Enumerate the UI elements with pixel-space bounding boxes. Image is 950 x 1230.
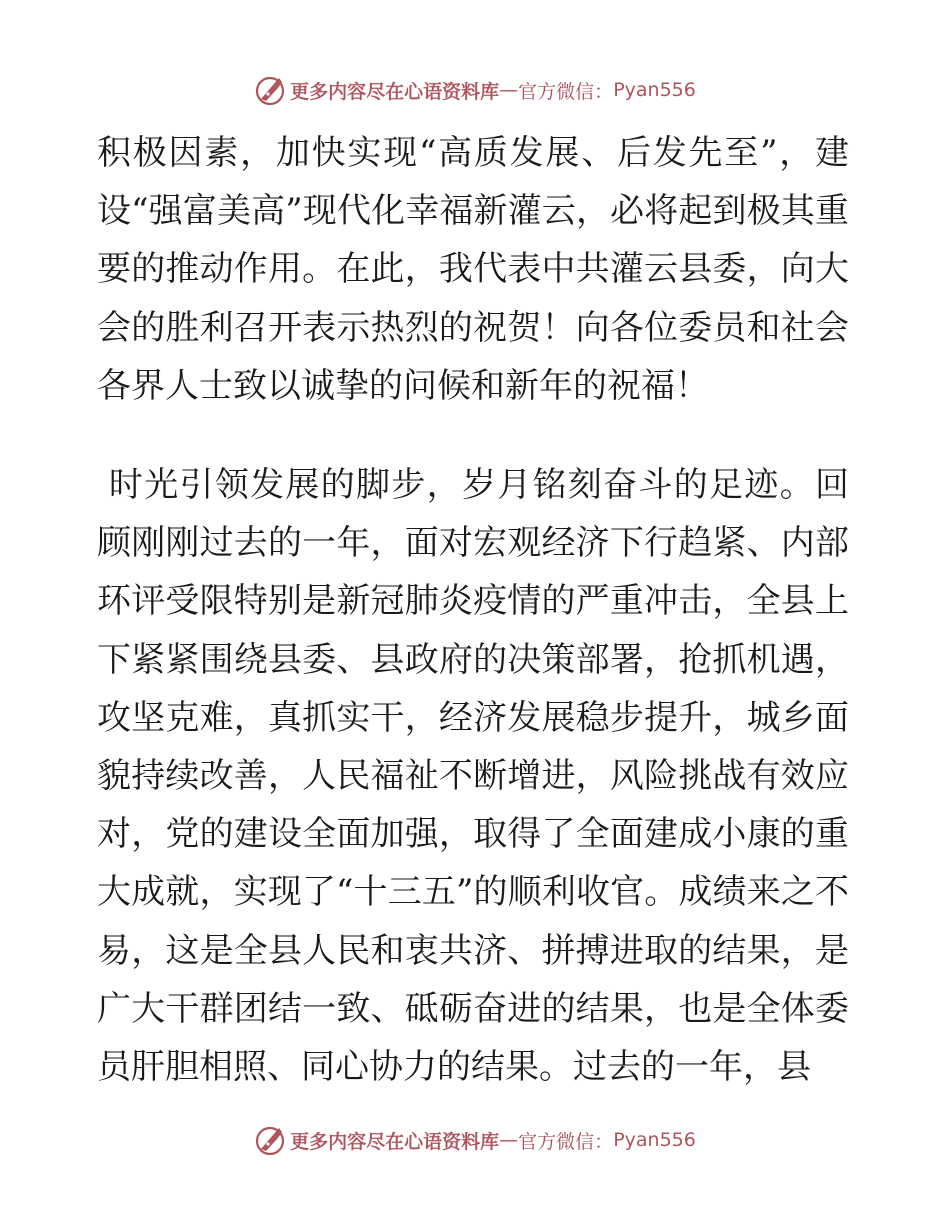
footer-banner — [0, 1120, 950, 1160]
banner-wechat-label: 官方微信： — [518, 80, 614, 103]
pen-nib-logo-icon — [254, 1124, 286, 1156]
banner-main-text: 更多内容尽在心语资料库 — [290, 1130, 500, 1153]
header-banner — [0, 70, 950, 110]
banner-wechat-id: Pyan556 — [613, 1129, 696, 1151]
document-body — [97, 124, 849, 1096]
banner-wechat-label: 官方微信： — [518, 1130, 614, 1153]
body-paragraph: 时光引领发展的脚步，岁月铭刻奋斗的足迹。回顾刚刚过去的一年，面对宏观经济下行趋紧、内部环评受限特别是新冠肺炎疫情的严重冲击，全县上下紧紧围绕县委、县政府的决策部署，抢抓机遇，攻坚克难，真抓实干，经济发展稳步提升，城乡面貌持续改善，人民福祉不断增进，风险挑战有效应对，党的建设全面加强，取得了全面建成小康的重大成就，实现了“十三五”的顺利收官。成绩来之不易，这是全县人民和衷共济、拼搏进取的结果，是广大干群团结一致、砥砺奋进的结果，也是全体委员肝胆相照、同心协力的结果。过去的一年，县 — [97, 465, 849, 1088]
banner-dash: — — [499, 1129, 519, 1151]
pen-nib-logo-icon — [254, 74, 286, 106]
banner-wechat-id: Pyan556 — [613, 79, 696, 101]
body-paragraph: 积极因素，加快实现“高质发展、后发先至”，建设“强富美高”现代化幸福新灌云，必将起到极其重要的推动作用。在此，我代表中共灌云县委，向大会的胜利召开表示热烈的祝贺！向各位委员和社会各界人士致以诚挚的问候和新年的祝福！ — [97, 133, 849, 406]
banner-dash: — — [499, 79, 519, 101]
banner-main-text: 更多内容尽在心语资料库 — [290, 80, 500, 103]
